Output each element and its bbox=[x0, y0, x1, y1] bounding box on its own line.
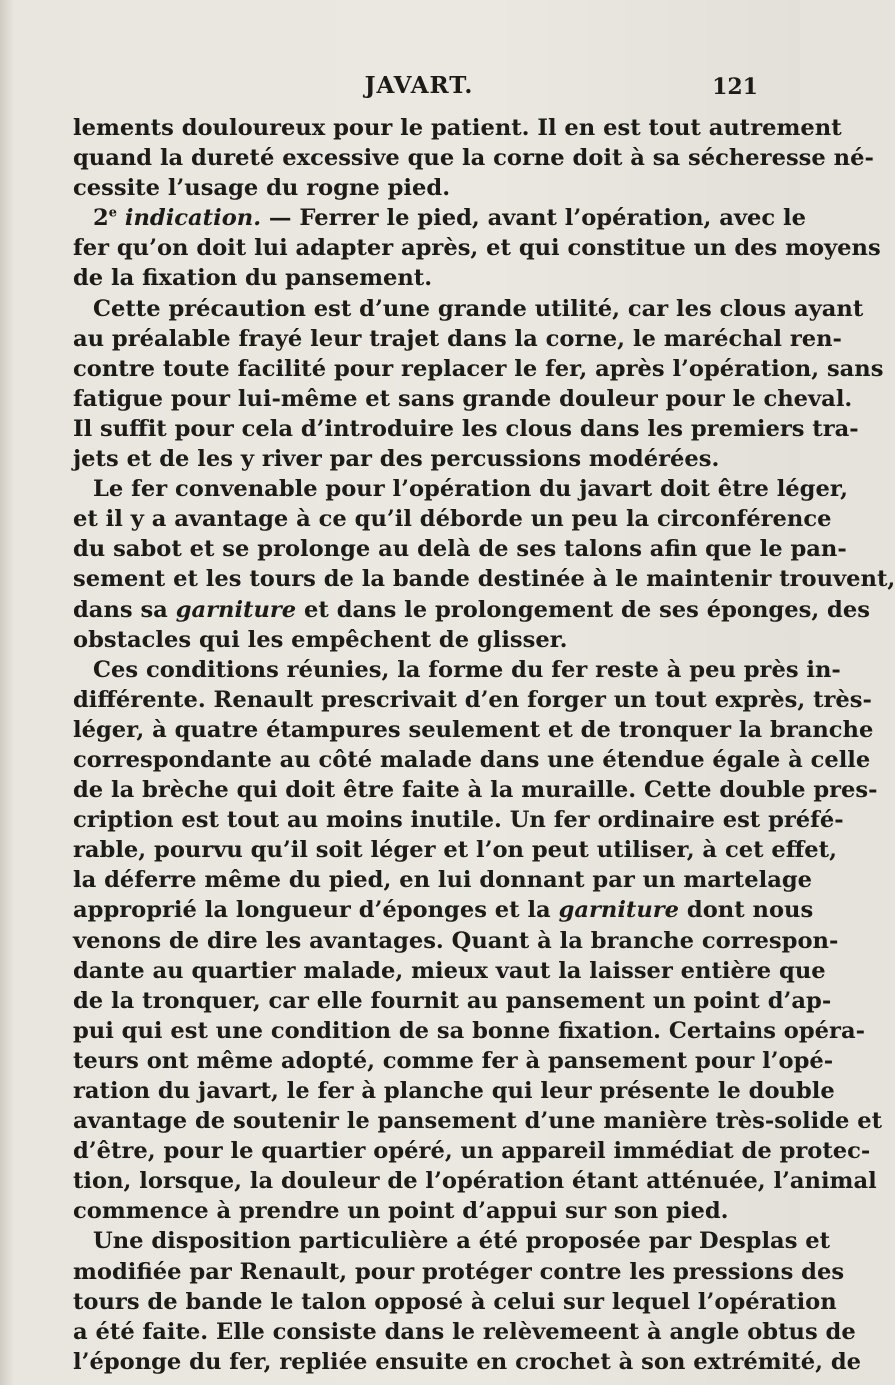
text-run: lements douloureux pour le patient. Il en est tout autrement bbox=[73, 115, 842, 141]
text-line bbox=[73, 865, 813, 895]
text-line bbox=[73, 1196, 763, 1226]
text-run: avantage de soutenir le pansement d’une manière très-solide et bbox=[73, 1108, 883, 1135]
text-line bbox=[73, 324, 842, 354]
text-run: tion, lorsque, la douleur de l’opération étant atténuée, l’animal bbox=[73, 1168, 877, 1195]
text-run: correspondante au côté malade dans une étendue égale à celle bbox=[73, 746, 871, 773]
paragraph bbox=[73, 474, 895, 655]
text-line bbox=[73, 414, 859, 444]
text-line bbox=[73, 1257, 845, 1287]
text-line bbox=[73, 233, 881, 263]
text-line bbox=[73, 895, 814, 925]
text-line bbox=[73, 384, 853, 414]
italic-term: garniture bbox=[558, 897, 680, 924]
text-line bbox=[73, 926, 839, 956]
italic-term: indication. bbox=[124, 205, 262, 232]
text-run: dante au quartier malade, mieux vaut la laisser entière que bbox=[73, 957, 826, 984]
paragraph bbox=[73, 1226, 862, 1376]
text-run: Ces conditions réunies, la forme du fer reste à peu près in- bbox=[93, 656, 841, 683]
text-run: de la brèche qui doit être faite à la muraille. Cette double pres- bbox=[73, 777, 878, 804]
text-run: léger, à quatre étampures seulement et de tronquer la branche bbox=[73, 716, 874, 743]
body-text bbox=[73, 113, 895, 1377]
text-line bbox=[73, 173, 763, 203]
text-run: jets et de les y river par des percussions modérées. bbox=[73, 446, 720, 473]
text-run: teurs ont même adopté, comme fer à pansement pour l’opé- bbox=[73, 1047, 834, 1074]
text-line bbox=[73, 745, 871, 775]
text-run: venons de dire les avantages. Quant à la branche correspon- bbox=[73, 927, 839, 954]
text-line bbox=[73, 1347, 862, 1377]
text-run: Cette précaution est d’une grande utilité, car les clous ayant bbox=[93, 295, 864, 322]
paragraph bbox=[73, 294, 884, 475]
text-run: Il suffit pour cela d’introduire les clous dans les premiers tra- bbox=[73, 415, 859, 442]
text-run: tours de bande le talon opposé à celui sur lequel l’opération bbox=[73, 1288, 837, 1315]
paragraph bbox=[73, 113, 874, 203]
page-header bbox=[76, 72, 762, 104]
text-run: pui qui est une condition de sa bonne fixation. Certains opéra- bbox=[73, 1017, 865, 1044]
text-run: dans sa bbox=[73, 596, 176, 623]
text-run: et il y a avantage à ce qu’il déborde un peu la circonférence bbox=[73, 506, 832, 533]
text-run: modifiée par Renault, pour protéger contre les pressions des bbox=[73, 1258, 845, 1285]
text-run: obstacles qui les empêchent de glisser. bbox=[73, 626, 568, 653]
text-run: au préalable frayé leur trajet dans la corne, le maréchal ren- bbox=[73, 325, 842, 352]
text-run bbox=[117, 205, 125, 231]
text-line bbox=[73, 113, 842, 143]
text-run: approprié la longueur d’éponges et la bbox=[73, 897, 559, 924]
text-run: contre toute facilité pour replacer le fer, après l’opération, sans bbox=[73, 355, 884, 382]
text-run: Une disposition particulière a été proposée par Desplas et bbox=[93, 1228, 831, 1255]
text-line bbox=[73, 444, 763, 474]
text-line bbox=[73, 835, 837, 865]
text-line bbox=[73, 294, 864, 324]
text-line bbox=[73, 354, 884, 384]
text-line bbox=[73, 1046, 834, 1076]
text-line bbox=[73, 805, 844, 835]
ordinal-superscript: e bbox=[108, 205, 118, 221]
page-number: 121 bbox=[712, 74, 758, 100]
text-run: quand la dureté excessive que la corne doit à sa sécheresse né- bbox=[73, 145, 874, 172]
text-run: Le fer convenable pour l’opération du javart doit être léger, bbox=[93, 476, 848, 503]
text-run: d’être, pour le quartier opéré, un appareil immédiat de protec- bbox=[73, 1138, 871, 1165]
text-line bbox=[73, 595, 870, 625]
text-line bbox=[73, 715, 874, 745]
paragraph bbox=[73, 203, 881, 293]
text-line bbox=[73, 1106, 883, 1136]
text-line bbox=[73, 1076, 835, 1106]
text-line bbox=[73, 263, 763, 293]
text-line bbox=[73, 474, 848, 504]
text-run: ration du javart, le fer à planche qui leur présente le double bbox=[73, 1078, 835, 1104]
text-run: sement et les tours de la bande destinée à le maintenir trouvent, bbox=[73, 566, 895, 593]
running-title: JAVART. bbox=[364, 72, 474, 99]
text-run: de la fixation du pansement. bbox=[73, 265, 433, 292]
text-line bbox=[73, 1016, 865, 1046]
text-line bbox=[73, 564, 895, 594]
text-line bbox=[73, 1317, 856, 1347]
text-run: fer qu’on doit lui adapter après, et qui constitue un des moyens bbox=[73, 235, 881, 262]
text-run: cessite l’usage du rogne pied. bbox=[73, 175, 451, 202]
text-run: rable, pourvu qu’il soit léger et l’on peut utiliser, à cet effet, bbox=[73, 837, 837, 864]
text-run: et dans le prolongement de ses éponges, des bbox=[296, 596, 870, 623]
text-line bbox=[73, 1226, 831, 1256]
text-run: la déferre même du pied, en lui donnant par un martelage bbox=[73, 867, 813, 894]
text-line bbox=[73, 625, 763, 655]
text-run: de la tronquer, car elle fournit au pansement un point d’ap- bbox=[73, 987, 832, 1014]
text-line bbox=[73, 143, 874, 173]
text-run: du sabot et se prolonge au delà de ses talons afin que le pan- bbox=[73, 536, 847, 563]
text-line bbox=[73, 1166, 877, 1196]
text-line bbox=[73, 685, 872, 715]
text-line bbox=[73, 1136, 871, 1166]
text-line bbox=[73, 1287, 837, 1317]
text-run: cription est tout au moins inutile. Un fer ordinaire est préfé- bbox=[73, 807, 844, 834]
text-run: a été faite. Elle consiste dans le relèvemeent à angle obtus de bbox=[73, 1318, 856, 1345]
text-run: fatigue pour lui-même et sans grande douleur pour le cheval. bbox=[73, 385, 853, 412]
text-run: l’éponge du fer, repliée ensuite en crochet à son extrémité, de bbox=[73, 1348, 862, 1375]
paragraph bbox=[73, 655, 883, 1227]
text-line bbox=[73, 655, 841, 685]
text-run: différente. Renault prescrivait d’en forger un tout exprès, très- bbox=[73, 686, 872, 713]
text-line bbox=[73, 986, 832, 1016]
text-line bbox=[73, 203, 806, 233]
text-line bbox=[73, 504, 832, 534]
text-line bbox=[73, 534, 847, 564]
text-line bbox=[73, 956, 826, 986]
text-run: 2 bbox=[93, 205, 109, 232]
text-run: commence à prendre un point d’appui sur son pied. bbox=[73, 1198, 729, 1225]
text-line bbox=[73, 775, 878, 805]
italic-term: garniture bbox=[175, 596, 297, 623]
text-run: dont nous bbox=[679, 897, 814, 924]
text-run: — Ferrer le pied, avant l’opération, avec le bbox=[261, 205, 806, 232]
